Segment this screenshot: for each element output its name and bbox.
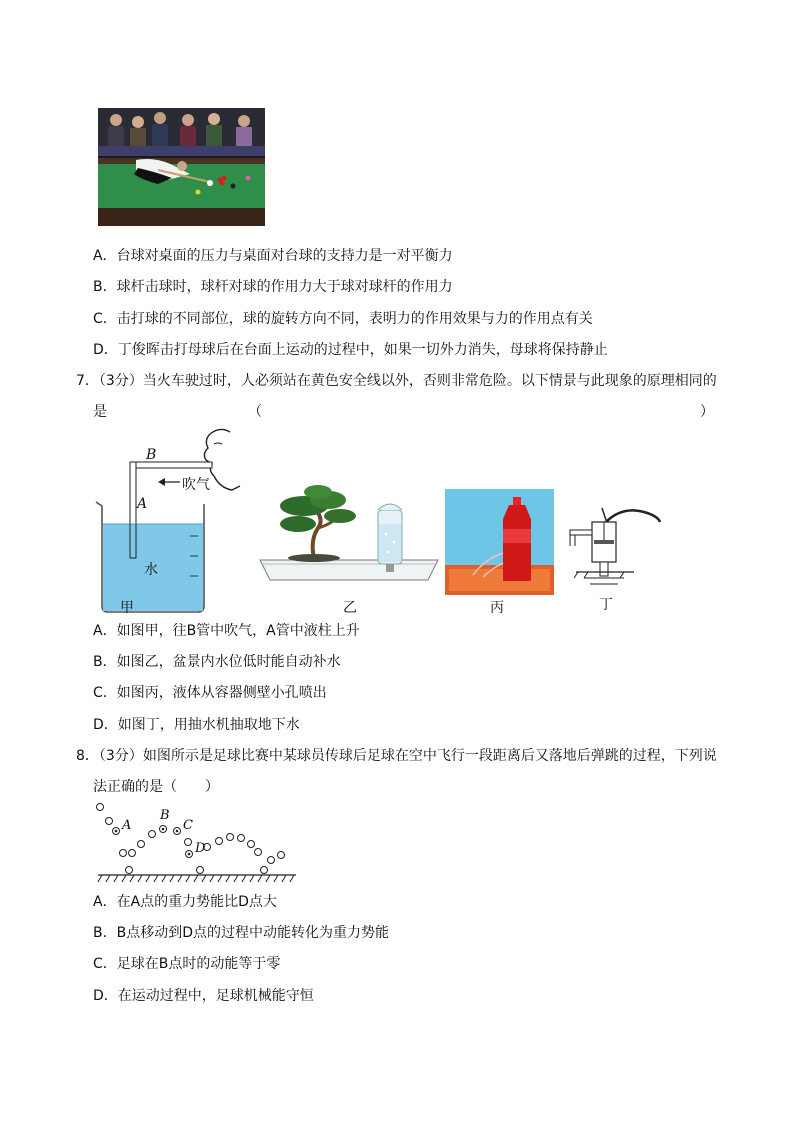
figure-jia-beaker (90, 426, 250, 616)
q6-option-c: C．击打球的不同部位，球的旋转方向不同，表明力的作用效果与力的作用点有关 (93, 311, 593, 327)
figure-bing-bottle (445, 489, 554, 595)
figure-jia-water-label: 水 (144, 562, 158, 578)
figure-ding-caption: 丁 (599, 597, 613, 613)
q6-option-d: D．丁俊晖击打母球后在台面上运动的过程中，如果一切外力消失，母球将保持静止 (93, 342, 608, 358)
figure-ball-label-d: D (195, 841, 206, 856)
figure-yi-caption: 乙 (343, 600, 357, 616)
q7-stem-line1: 7．（3分）当火车驶过时，人必须站在黄色安全线以外，否则非常危险。以下情景与此现象的原理相同的 (76, 373, 717, 389)
figure-ball-label-a: A (122, 818, 132, 833)
q7-option-b: B．如图乙，盆景内水位低时能自动补水 (93, 654, 341, 670)
figure-ball-label-c: C (183, 818, 193, 833)
snooker-photo (98, 108, 265, 226)
q7-paren-close: ） (700, 404, 714, 420)
figure-ding-pump (562, 502, 662, 592)
q7-paren-open: （ (248, 404, 262, 420)
q6-option-b: B．球杆击球时，球杆对球的作用力大于球对球杆的作用力 (93, 279, 453, 295)
q6-option-a: A．台球对桌面的压力与桌面对台球的支持力是一对平衡力 (93, 248, 453, 264)
figure-jia-label-a: A (137, 496, 148, 512)
figure-bing-caption: 丙 (490, 600, 504, 616)
figure-yi-bonsai (258, 480, 440, 590)
q8-stem-line1: 8．（3分）如图所示是足球比赛中某球员传球后足球在空中飞行一段距离后又落地后弹跳的过程，下列说 (76, 748, 717, 764)
q7-option-c: C．如图丙，液体从容器侧壁小孔喷出 (93, 685, 327, 701)
q7-option-d: D．如图丁，用抽水机抽取地下水 (93, 717, 300, 733)
q8-option-a: A．在A点的重力势能比D点大 (93, 894, 277, 910)
q7-stem-line2: 是 (93, 404, 107, 420)
figure-jia-label-b: B (146, 447, 157, 463)
q8-option-c: C．足球在B点时的动能等于零 (93, 956, 281, 972)
q8-option-d: D．在运动过程中，足球机械能守恒 (93, 988, 314, 1004)
q8-stem-line2: 法正确的是（ ） (93, 779, 219, 795)
figure-ball-label-b: B (160, 808, 170, 823)
q8-option-b: B．B点移动到D点的过程中动能转化为重力势能 (93, 925, 389, 941)
figure-jia-blow-label: 吹气 (182, 477, 210, 493)
q7-option-a: A．如图甲，往B管中吹气，A管中液柱上升 (93, 623, 360, 639)
figure-jia-caption: 甲 (120, 600, 134, 616)
